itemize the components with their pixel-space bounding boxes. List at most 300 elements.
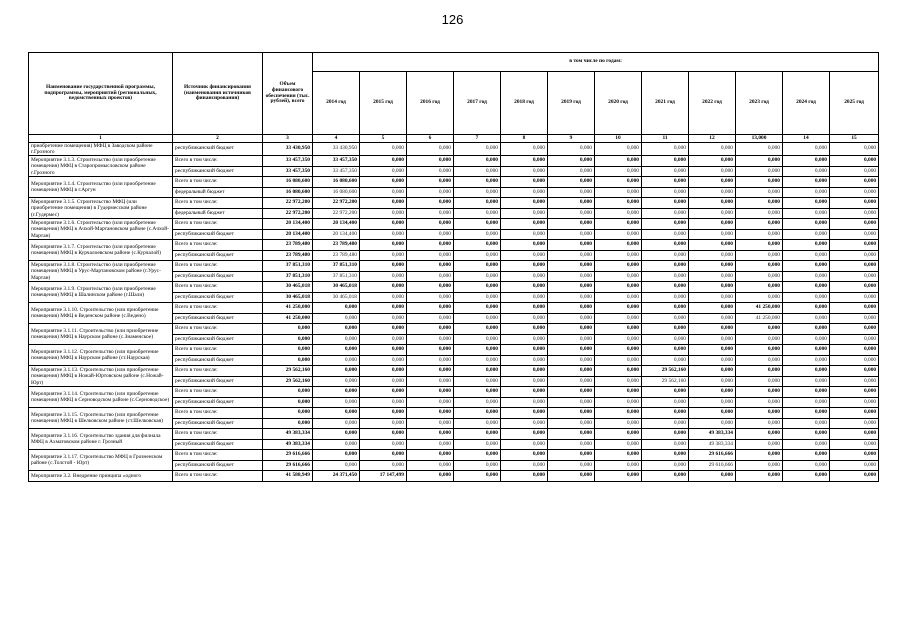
year-value: 0,000 — [454, 240, 501, 251]
total-volume: 0,000 — [263, 387, 313, 398]
year-value: 0,000 — [548, 460, 595, 471]
column-number: 5 — [360, 135, 407, 143]
year-value: 0,000 — [548, 261, 595, 272]
year-value: 0,000 — [454, 429, 501, 440]
year-value: 0,000 — [830, 429, 879, 440]
year-value: 0,000 — [642, 208, 689, 219]
year-value: 0,000 — [830, 292, 879, 303]
year-value: 29 562,160 — [642, 366, 689, 377]
year-value: 0,000 — [454, 292, 501, 303]
year-value: 0,000 — [501, 219, 548, 230]
table-row — [29, 408, 879, 419]
year-value: 0,000 — [642, 187, 689, 198]
year-value: 0,000 — [689, 376, 736, 387]
year-value: 0,000 — [501, 366, 548, 377]
total-volume: 29 562,160 — [263, 366, 313, 377]
table-row — [29, 324, 879, 335]
year-value: 0,000 — [454, 166, 501, 177]
year-value: 0,000 — [548, 397, 595, 408]
year-value: 0,000 — [642, 282, 689, 293]
year-value: 0,000 — [595, 166, 642, 177]
column-number: 13,000 — [736, 135, 783, 143]
table-row — [29, 366, 879, 377]
year-value: 0,000 — [548, 208, 595, 219]
year-value: 0,000 — [830, 408, 879, 419]
year-value: 0,000 — [501, 229, 548, 240]
year-value: 0,000 — [830, 450, 879, 461]
year-value: 0,000 — [830, 187, 879, 198]
year-value: 0,000 — [454, 334, 501, 345]
year-value: 0,000 — [548, 303, 595, 314]
funding-source: республиканский бюджет — [173, 229, 263, 240]
year-value: 0,000 — [783, 387, 830, 398]
year-value: 0,000 — [501, 471, 548, 482]
year-value: 0,000 — [783, 303, 830, 314]
measure-name: Мероприятие 3.1.16. Строительство здания для филиала МФЦ в Ахматовском районе г. Грозный — [29, 429, 173, 450]
year-value: 0,000 — [830, 177, 879, 188]
year-value: 0,000 — [595, 261, 642, 272]
year-value: 29 616,666 — [689, 460, 736, 471]
header-year: 2023 год — [736, 72, 783, 135]
year-value: 0,000 — [689, 187, 736, 198]
year-value: 0,000 — [548, 408, 595, 419]
header-funding-source: Источник финансирования (наименования источников финансирования) — [173, 53, 263, 135]
year-value: 0,000 — [642, 261, 689, 272]
table-row — [29, 387, 879, 398]
table-row — [29, 198, 879, 209]
year-value: 0,000 — [407, 355, 454, 366]
year-value: 0,000 — [595, 313, 642, 324]
year-value: 22 972,200 — [313, 198, 360, 209]
year-value: 0,000 — [830, 271, 879, 282]
year-value: 0,000 — [595, 177, 642, 188]
year-value: 0,000 — [595, 439, 642, 450]
year-value: 0,000 — [783, 324, 830, 335]
year-value: 33 457,350 — [313, 166, 360, 177]
year-value: 0,000 — [783, 187, 830, 198]
year-value: 20 134,400 — [313, 229, 360, 240]
year-value: 0,000 — [783, 261, 830, 272]
year-value: 0,000 — [830, 219, 879, 230]
total-volume: 20 134,400 — [263, 219, 313, 230]
year-value: 0,000 — [595, 156, 642, 167]
year-value: 0,000 — [689, 198, 736, 209]
year-value: 0,000 — [501, 460, 548, 471]
year-value: 0,000 — [595, 219, 642, 230]
total-volume: 0,000 — [263, 418, 313, 429]
year-value: 0,000 — [830, 229, 879, 240]
measure-name: приобретение помещения) МФЦ в Заводском районе г.Грозного — [29, 143, 173, 156]
year-value: 0,000 — [783, 198, 830, 209]
year-value: 0,000 — [783, 166, 830, 177]
table-row — [29, 450, 879, 461]
year-value: 0,000 — [360, 418, 407, 429]
year-value: 0,000 — [689, 313, 736, 324]
year-value: 0,000 — [783, 334, 830, 345]
year-value: 0,000 — [595, 303, 642, 314]
year-value: 0,000 — [830, 418, 879, 429]
year-value: 0,000 — [548, 313, 595, 324]
year-value: 0,000 — [736, 439, 783, 450]
funding-source: республиканский бюджет — [173, 143, 263, 156]
year-value: 0,000 — [642, 345, 689, 356]
year-value: 0,000 — [830, 345, 879, 356]
year-value: 0,000 — [830, 439, 879, 450]
year-value: 0,000 — [689, 282, 736, 293]
year-value: 0,000 — [360, 313, 407, 324]
year-value: 0,000 — [642, 471, 689, 482]
funding-source: Всего в том числе: — [173, 366, 263, 377]
year-value: 0,000 — [501, 271, 548, 282]
year-value: 0,000 — [548, 439, 595, 450]
total-volume: 30 465,018 — [263, 292, 313, 303]
year-value: 0,000 — [689, 471, 736, 482]
year-value: 0,000 — [360, 282, 407, 293]
measure-name: Мероприятие 3.1.4. Строительство (или приобретение помещения) МФЦ в г.Аргун — [29, 177, 173, 198]
year-value: 0,000 — [407, 261, 454, 272]
year-value: 0,000 — [595, 460, 642, 471]
year-value: 0,000 — [783, 156, 830, 167]
total-volume: 37 851,310 — [263, 271, 313, 282]
year-value: 0,000 — [783, 219, 830, 230]
year-value: 20 134,400 — [313, 219, 360, 230]
column-number: 7 — [454, 135, 501, 143]
year-value: 0,000 — [501, 418, 548, 429]
year-value: 0,000 — [454, 271, 501, 282]
year-value: 0,000 — [830, 460, 879, 471]
year-value: 0,000 — [595, 229, 642, 240]
year-value: 0,000 — [313, 376, 360, 387]
funding-source: республиканский бюджет — [173, 313, 263, 324]
table-row — [29, 261, 879, 272]
column-number: 11 — [642, 135, 689, 143]
year-value: 33 430,950 — [313, 143, 360, 156]
year-value: 0,000 — [783, 429, 830, 440]
year-value: 0,000 — [595, 471, 642, 482]
header-year: 2022 год — [689, 72, 736, 135]
total-volume: 29 616,666 — [263, 450, 313, 461]
year-value: 0,000 — [407, 429, 454, 440]
year-value: 0,000 — [548, 156, 595, 167]
year-value: 0,000 — [595, 250, 642, 261]
funding-source: республиканский бюджет — [173, 271, 263, 282]
year-value: 0,000 — [548, 376, 595, 387]
year-value: 0,000 — [454, 156, 501, 167]
year-value: 0,000 — [595, 198, 642, 209]
year-value: 0,000 — [736, 366, 783, 377]
year-value: 0,000 — [454, 208, 501, 219]
year-value: 0,000 — [313, 439, 360, 450]
year-value: 0,000 — [689, 345, 736, 356]
year-value: 0,000 — [407, 292, 454, 303]
year-value: 0,000 — [736, 450, 783, 461]
year-value: 0,000 — [407, 219, 454, 230]
measure-name: Мероприятие 3.1.7. Строительство (или приобретение помещения) МФЦ в Курчалоевском районе (с.Курчалой) — [29, 240, 173, 261]
year-value: 16 080,600 — [313, 177, 360, 188]
year-value: 0,000 — [595, 334, 642, 345]
year-value: 0,000 — [360, 429, 407, 440]
year-value: 0,000 — [830, 282, 879, 293]
funding-source: Всего в том числе: — [173, 240, 263, 251]
year-value: 0,000 — [501, 240, 548, 251]
year-value: 0,000 — [595, 376, 642, 387]
year-value: 0,000 — [783, 366, 830, 377]
year-value: 0,000 — [407, 471, 454, 482]
total-volume: 29 616,666 — [263, 460, 313, 471]
year-value: 0,000 — [642, 334, 689, 345]
year-value: 0,000 — [454, 282, 501, 293]
year-value: 0,000 — [736, 250, 783, 261]
year-value: 0,000 — [595, 450, 642, 461]
total-volume: 0,000 — [263, 355, 313, 366]
funding-source: Всего в том числе: — [173, 471, 263, 482]
header-year: 2014 год — [313, 72, 360, 135]
year-value: 0,000 — [736, 429, 783, 440]
year-value: 0,000 — [407, 397, 454, 408]
year-value: 0,000 — [360, 143, 407, 156]
funding-source: республиканский бюджет — [173, 250, 263, 261]
year-value: 0,000 — [313, 387, 360, 398]
year-value: 0,000 — [360, 156, 407, 167]
year-value: 0,000 — [642, 313, 689, 324]
year-value: 23 789,480 — [313, 240, 360, 251]
year-value: 0,000 — [313, 408, 360, 419]
funding-source: Всего в том числе: — [173, 303, 263, 314]
year-value: 0,000 — [548, 324, 595, 335]
year-value: 0,000 — [360, 408, 407, 419]
total-volume: 16 080,600 — [263, 177, 313, 188]
total-volume: 30 465,018 — [263, 282, 313, 293]
year-value: 17 147,499 — [360, 471, 407, 482]
year-value: 0,000 — [313, 418, 360, 429]
year-value: 0,000 — [689, 143, 736, 156]
year-value: 0,000 — [454, 303, 501, 314]
year-value: 0,000 — [501, 156, 548, 167]
year-value: 0,000 — [783, 418, 830, 429]
funding-source: Всего в том числе: — [173, 219, 263, 230]
year-value: 0,000 — [407, 229, 454, 240]
total-volume: 20 134,400 — [263, 229, 313, 240]
funding-source: республиканский бюджет — [173, 460, 263, 471]
year-value: 0,000 — [548, 366, 595, 377]
funding-source: республиканский бюджет — [173, 166, 263, 177]
year-value: 0,000 — [830, 261, 879, 272]
year-value: 0,000 — [595, 208, 642, 219]
year-value: 0,000 — [548, 345, 595, 356]
year-value: 0,000 — [407, 387, 454, 398]
header-year: 2020 год — [595, 72, 642, 135]
year-value: 0,000 — [642, 271, 689, 282]
year-value: 0,000 — [595, 271, 642, 282]
total-volume: 0,000 — [263, 324, 313, 335]
year-value: 0,000 — [783, 355, 830, 366]
year-value: 0,000 — [642, 460, 689, 471]
year-value: 0,000 — [454, 460, 501, 471]
year-value: 0,000 — [548, 471, 595, 482]
year-value: 0,000 — [642, 156, 689, 167]
year-value: 0,000 — [736, 471, 783, 482]
year-value: 22 972,200 — [313, 208, 360, 219]
year-value: 0,000 — [360, 376, 407, 387]
year-value: 0,000 — [783, 408, 830, 419]
year-value: 0,000 — [454, 250, 501, 261]
measure-name: Мероприятие 3.1.12. Строительство (или приобретение помещения) МФЦ в Наурском районе (ст.Наурская) — [29, 345, 173, 366]
year-value: 0,000 — [454, 408, 501, 419]
column-number: 4 — [313, 135, 360, 143]
year-value: 30 465,018 — [313, 282, 360, 293]
year-value: 0,000 — [407, 166, 454, 177]
year-value: 0,000 — [548, 429, 595, 440]
year-value: 0,000 — [454, 229, 501, 240]
year-value: 0,000 — [501, 303, 548, 314]
year-value: 0,000 — [454, 366, 501, 377]
year-value: 0,000 — [689, 324, 736, 335]
year-value: 0,000 — [360, 460, 407, 471]
year-value: 0,000 — [407, 408, 454, 419]
year-value: 0,000 — [736, 219, 783, 230]
column-number: 14 — [783, 135, 830, 143]
year-value: 0,000 — [783, 460, 830, 471]
year-value: 37 851,310 — [313, 271, 360, 282]
column-number: 9 — [548, 135, 595, 143]
year-value: 0,000 — [830, 156, 879, 167]
total-volume: 0,000 — [263, 334, 313, 345]
year-value: 0,000 — [642, 177, 689, 188]
total-volume: 49 383,334 — [263, 429, 313, 440]
year-value: 0,000 — [548, 282, 595, 293]
year-value: 0,000 — [736, 460, 783, 471]
year-value: 0,000 — [548, 187, 595, 198]
year-value: 0,000 — [595, 187, 642, 198]
financing-table — [28, 52, 879, 482]
year-value: 0,000 — [736, 397, 783, 408]
year-value: 0,000 — [689, 292, 736, 303]
year-value: 0,000 — [736, 177, 783, 188]
year-value: 0,000 — [689, 250, 736, 261]
year-value: 0,000 — [313, 460, 360, 471]
year-value: 0,000 — [642, 250, 689, 261]
total-volume: 16 080,600 — [263, 187, 313, 198]
year-value: 0,000 — [454, 418, 501, 429]
year-value: 0,000 — [548, 177, 595, 188]
year-value: 0,000 — [360, 187, 407, 198]
year-value: 0,000 — [689, 397, 736, 408]
year-value: 0,000 — [736, 408, 783, 419]
year-value: 0,000 — [360, 229, 407, 240]
year-value: 0,000 — [830, 471, 879, 482]
year-value: 0,000 — [454, 177, 501, 188]
funding-source: республиканский бюджет — [173, 355, 263, 366]
year-value: 0,000 — [313, 324, 360, 335]
year-value: 0,000 — [548, 355, 595, 366]
table-row — [29, 471, 879, 482]
year-value: 0,000 — [407, 450, 454, 461]
year-value: 0,000 — [642, 387, 689, 398]
year-value: 0,000 — [689, 366, 736, 377]
funding-source: Всего в том числе: — [173, 387, 263, 398]
measure-name: Мероприятие 3.1.10. Строительство (или приобретение помещения) МФЦ в Веденском районе (с.Ведено) — [29, 303, 173, 324]
year-value: 0,000 — [689, 166, 736, 177]
year-value: 0,000 — [689, 355, 736, 366]
funding-source: Всего в том числе: — [173, 429, 263, 440]
total-volume: 33 457,350 — [263, 156, 313, 167]
year-value: 0,000 — [548, 166, 595, 177]
year-value: 0,000 — [783, 250, 830, 261]
year-value: 0,000 — [501, 198, 548, 209]
year-value: 0,000 — [736, 229, 783, 240]
measure-name: Мероприятие 3.1.11. Строительство (или приобретение помещения) МФЦ в Наурском районе (с.Знаменское) — [29, 324, 173, 345]
funding-source: республиканский бюджет — [173, 397, 263, 408]
column-number: 1 — [29, 135, 173, 143]
year-value: 0,000 — [595, 387, 642, 398]
year-value: 0,000 — [501, 282, 548, 293]
year-value: 0,000 — [360, 345, 407, 356]
year-value: 0,000 — [360, 397, 407, 408]
year-value: 0,000 — [313, 345, 360, 356]
year-value: 0,000 — [407, 460, 454, 471]
year-value: 0,000 — [642, 355, 689, 366]
year-value: 0,000 — [736, 355, 783, 366]
column-number: 12 — [689, 135, 736, 143]
page-number: 126 — [441, 12, 464, 27]
year-value: 0,000 — [454, 261, 501, 272]
year-value: 0,000 — [689, 156, 736, 167]
year-value: 0,000 — [501, 250, 548, 261]
year-value: 0,000 — [642, 418, 689, 429]
year-value: 0,000 — [642, 439, 689, 450]
year-value: 0,000 — [313, 366, 360, 377]
funding-source: Всего в том числе: — [173, 345, 263, 356]
year-value: 0,000 — [736, 292, 783, 303]
year-value: 0,000 — [642, 324, 689, 335]
year-value: 0,000 — [642, 450, 689, 461]
year-value: 0,000 — [548, 387, 595, 398]
year-value: 0,000 — [407, 303, 454, 314]
year-value: 0,000 — [407, 345, 454, 356]
year-value: 0,000 — [548, 143, 595, 156]
year-value: 0,000 — [642, 166, 689, 177]
year-value: 0,000 — [548, 219, 595, 230]
measure-name: Мероприятие 3.1.17. Строительство МФЦ в Грозненском районе (с.Толстой - Юрт) — [29, 450, 173, 471]
year-value: 0,000 — [407, 366, 454, 377]
year-value: 0,000 — [454, 324, 501, 335]
year-value: 0,000 — [360, 166, 407, 177]
year-value: 0,000 — [736, 166, 783, 177]
year-value: 24 371,450 — [313, 471, 360, 482]
year-value: 0,000 — [830, 198, 879, 209]
year-value: 0,000 — [407, 156, 454, 167]
year-value: 0,000 — [595, 324, 642, 335]
year-value: 0,000 — [454, 355, 501, 366]
year-value: 0,000 — [548, 240, 595, 251]
total-volume: 29 562,160 — [263, 376, 313, 387]
year-value: 0,000 — [501, 292, 548, 303]
year-value: 0,000 — [595, 240, 642, 251]
year-value: 0,000 — [830, 313, 879, 324]
year-value: 0,000 — [783, 229, 830, 240]
funding-source: Всего в том числе: — [173, 408, 263, 419]
year-value: 0,000 — [313, 334, 360, 345]
year-value: 0,000 — [454, 376, 501, 387]
year-value: 0,000 — [736, 387, 783, 398]
year-value: 0,000 — [407, 324, 454, 335]
table-row — [29, 282, 879, 293]
year-value: 0,000 — [595, 345, 642, 356]
column-number: 2 — [173, 135, 263, 143]
year-value: 0,000 — [501, 261, 548, 272]
table-row — [29, 345, 879, 356]
year-value: 0,000 — [407, 271, 454, 282]
